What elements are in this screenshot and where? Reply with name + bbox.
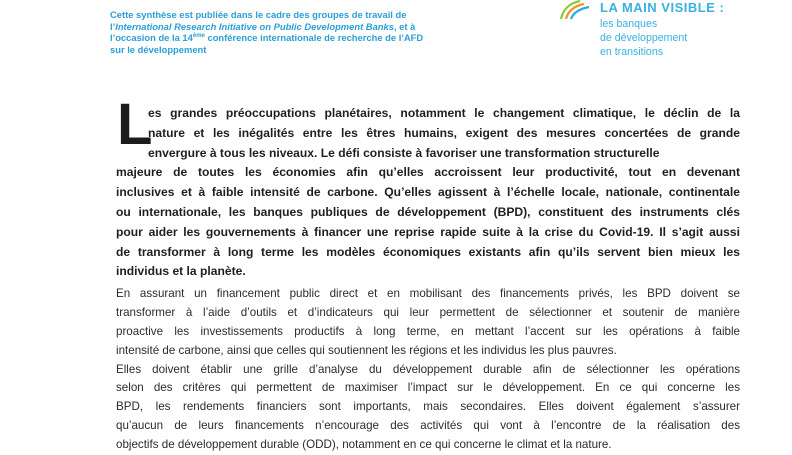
lead-line: envergure à tous les niveaux. Le défi consiste à favoriser une transformation structurelle <box>148 145 660 160</box>
intro-text: conférence internationale de recherche de l’AFD <box>204 32 424 44</box>
body-line: En assurant un financement public direct et en mobilisant des financements privés, les BPD doivent se <box>116 287 740 300</box>
ordinal-suffix: ème <box>192 33 205 40</box>
intro-note <box>110 9 485 55</box>
lead-line: nature et les inégalités entre les êtres humains, exigent des mesures concertées de grande <box>148 125 740 140</box>
lead-line: inclusives et à faible intensité de carbone. Qu’elles agissent à l’échelle locale, nationale, continentale <box>116 185 740 200</box>
body-line: intensité de carbone, ainsi que celles qui soutiennent les régions et les individus les plus pauvres. <box>116 343 617 357</box>
intro-text: , et à <box>393 20 416 32</box>
lead-line: de transformer à long terme les modèles économiques existants afin qu’ils servent bien mieux les <box>116 244 740 259</box>
logo-title: LA MAIN VISIBLE : <box>600 0 725 15</box>
lead-line: es grandes préoccupations planétaires, notamment le changement climatique, le déclin de la <box>148 106 740 120</box>
body-line: selon des critères qui permettent de maximiser l’impact sur le développement. En ce qui concerne les <box>116 381 740 395</box>
body-paragraph <box>116 285 740 455</box>
lead-line: ou internationale, les banques publiques de développement (BPD), constituent des instruments clés <box>116 204 740 219</box>
logo-subtitle-line: en transitions <box>600 46 664 58</box>
drop-cap: L <box>117 92 153 157</box>
intro-line-4: sur le développement <box>110 43 207 55</box>
intro-text: l’ <box>110 20 116 32</box>
logo-subtitle-line: les banques <box>600 18 658 30</box>
body-line: transformer à l’aide d’outils et d’indicateurs qui leur permettent de sélectionner et soutenir de manière <box>116 305 740 319</box>
logo-subtitle <box>600 17 687 59</box>
intro-text: l’occasion de la 14 <box>110 32 193 44</box>
lead-line: pour aider les gouvernements à financer une reprise rapide suite à la crise du Covid-19. Il s’agit aussi <box>116 224 740 239</box>
body-line: qu’aucun de leurs financements n’encourage des activités qui vont à l’encontre de la réalisation des <box>116 419 740 433</box>
initiative-name: International Research Initiative on Public Development Banks <box>115 20 394 32</box>
logo-arc-icon <box>558 0 594 20</box>
lead-line: majeure de toutes les économies afin qu’elles accroissent leur productivité, tout en devenant <box>116 165 740 180</box>
intro-line-3 <box>110 32 485 44</box>
body-line: objectifs de développement durable (ODD), notamment en ce qui concerne le climat et la nature. <box>116 438 612 452</box>
body-line: BPD, les rendements financiers sont importants, mais secondaires. Elles doivent également s’assurer <box>116 400 740 414</box>
intro-line-2 <box>110 21 485 33</box>
body-line: proactive les investissements productifs à long terme, en mettant l’accent sur les opérations à faible <box>116 324 740 338</box>
logo-subtitle-line: de développement <box>600 32 688 44</box>
body-line: Elles doivent établir une grille d’analyse du développement durable afin de sélectionner les opérations <box>116 362 740 376</box>
lead-line: individus et la planète. <box>116 264 246 279</box>
intro-line-1: Cette synthèse est publiée dans le cadre des groupes de travail de <box>110 9 407 20</box>
lead-paragraph <box>116 104 740 282</box>
